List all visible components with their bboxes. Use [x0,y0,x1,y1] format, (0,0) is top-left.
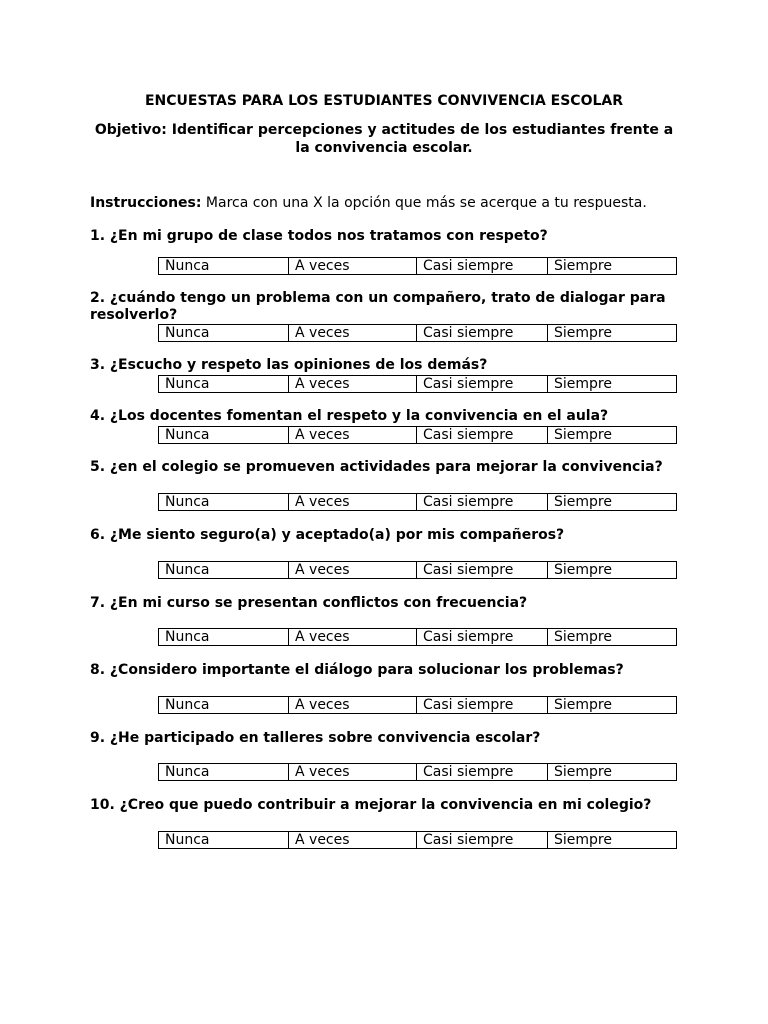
option-casi-siempre-q5[interactable]: Casi siempre [416,494,547,510]
option-casi-siempre-q6[interactable]: Casi siempre [416,562,547,578]
option-casi-siempre-q8[interactable]: Casi siempre [416,697,547,713]
option-a-veces-q8[interactable]: A veces [288,697,416,713]
option-siempre-q8[interactable]: Siempre [547,697,676,713]
option-a-veces-q6[interactable]: A veces [288,562,416,578]
option-a-veces-q5[interactable]: A veces [288,494,416,510]
question-8: 8. ¿Considero importante el diálogo para solucionar los problemas? [90,662,624,678]
option-a-veces-q9[interactable]: A veces [288,764,416,780]
question-4: 4. ¿Los docentes fomentan el respeto y la convivencia en el aula? [90,408,609,424]
question-3: 3. ¿Escucho y respeto las opiniones de los demás? [90,357,488,373]
option-a-veces-q1[interactable]: A veces [288,258,416,274]
instructions-label: Instrucciones: [90,195,202,211]
answer-options-q8 [158,696,677,714]
question-7: 7. ¿En mi curso se presentan conflictos con frecuencia? [90,595,528,611]
answer-options-q5 [158,493,677,511]
option-casi-siempre-q2[interactable]: Casi siempre [416,325,547,341]
answer-options-q2 [158,324,677,342]
option-siempre-q4[interactable]: Siempre [547,427,676,443]
option-nunca-q5[interactable]: Nunca [165,494,210,510]
option-siempre-q1[interactable]: Siempre [547,258,676,274]
option-nunca-q1[interactable]: Nunca [165,258,210,274]
option-siempre-q10[interactable]: Siempre [547,832,676,848]
instructions-text: Marca con una X la opción que más se acerque a tu respuesta. [201,195,647,211]
answer-options-q7 [158,628,677,646]
option-casi-siempre-q7[interactable]: Casi siempre [416,629,547,645]
option-siempre-q7[interactable]: Siempre [547,629,676,645]
question-1: 1. ¿En mi grupo de clase todos nos tratamos con respeto? [90,228,548,244]
option-a-veces-q4[interactable]: A veces [288,427,416,443]
option-casi-siempre-q10[interactable]: Casi siempre [416,832,547,848]
option-nunca-q8[interactable]: Nunca [165,697,210,713]
option-casi-siempre-q3[interactable]: Casi siempre [416,376,547,392]
option-a-veces-q7[interactable]: A veces [288,629,416,645]
option-nunca-q2[interactable]: Nunca [165,325,210,341]
objective-text: Objetivo: Identificar percepciones y actitudes de los estudiantes frente a la convivencia escolar. [94,122,674,156]
option-siempre-q9[interactable]: Siempre [547,764,676,780]
answer-options-q6 [158,561,677,579]
option-a-veces-q2[interactable]: A veces [288,325,416,341]
option-siempre-q2[interactable]: Siempre [547,325,676,341]
option-casi-siempre-q1[interactable]: Casi siempre [416,258,547,274]
answer-options-q9 [158,763,677,781]
option-nunca-q4[interactable]: Nunca [165,427,210,443]
answer-options-q10 [158,831,677,849]
option-nunca-q9[interactable]: Nunca [165,764,210,780]
instructions [90,194,647,212]
option-siempre-q3[interactable]: Siempre [547,376,676,392]
question-10: 10. ¿Creo que puedo contribuir a mejorar la convivencia en mi colegio? [90,797,652,813]
option-casi-siempre-q4[interactable]: Casi siempre [416,427,547,443]
question-2: 2. ¿cuándo tengo un problema con un compañero, trato de dialogar para resolverlo? [90,290,666,323]
answer-options-q1 [158,257,677,275]
question-6: 6. ¿Me siento seguro(a) y aceptado(a) por mis compañeros? [90,527,565,543]
answer-options-q4 [158,426,677,444]
option-a-veces-q3[interactable]: A veces [288,376,416,392]
option-siempre-q5[interactable]: Siempre [547,494,676,510]
option-nunca-q6[interactable]: Nunca [165,562,210,578]
question-5: 5. ¿en el colegio se promueven actividades para mejorar la convivencia? [90,459,663,475]
option-nunca-q3[interactable]: Nunca [165,376,210,392]
option-nunca-q7[interactable]: Nunca [165,629,210,645]
option-casi-siempre-q9[interactable]: Casi siempre [416,764,547,780]
option-a-veces-q10[interactable]: A veces [288,832,416,848]
answer-options-q3 [158,375,677,393]
option-siempre-q6[interactable]: Siempre [547,562,676,578]
page-title: ENCUESTAS PARA LOS ESTUDIANTES CONVIVENCIA ESCOLAR [144,93,624,109]
option-nunca-q10[interactable]: Nunca [165,832,210,848]
question-9: 9. ¿He participado en talleres sobre convivencia escolar? [90,730,541,746]
